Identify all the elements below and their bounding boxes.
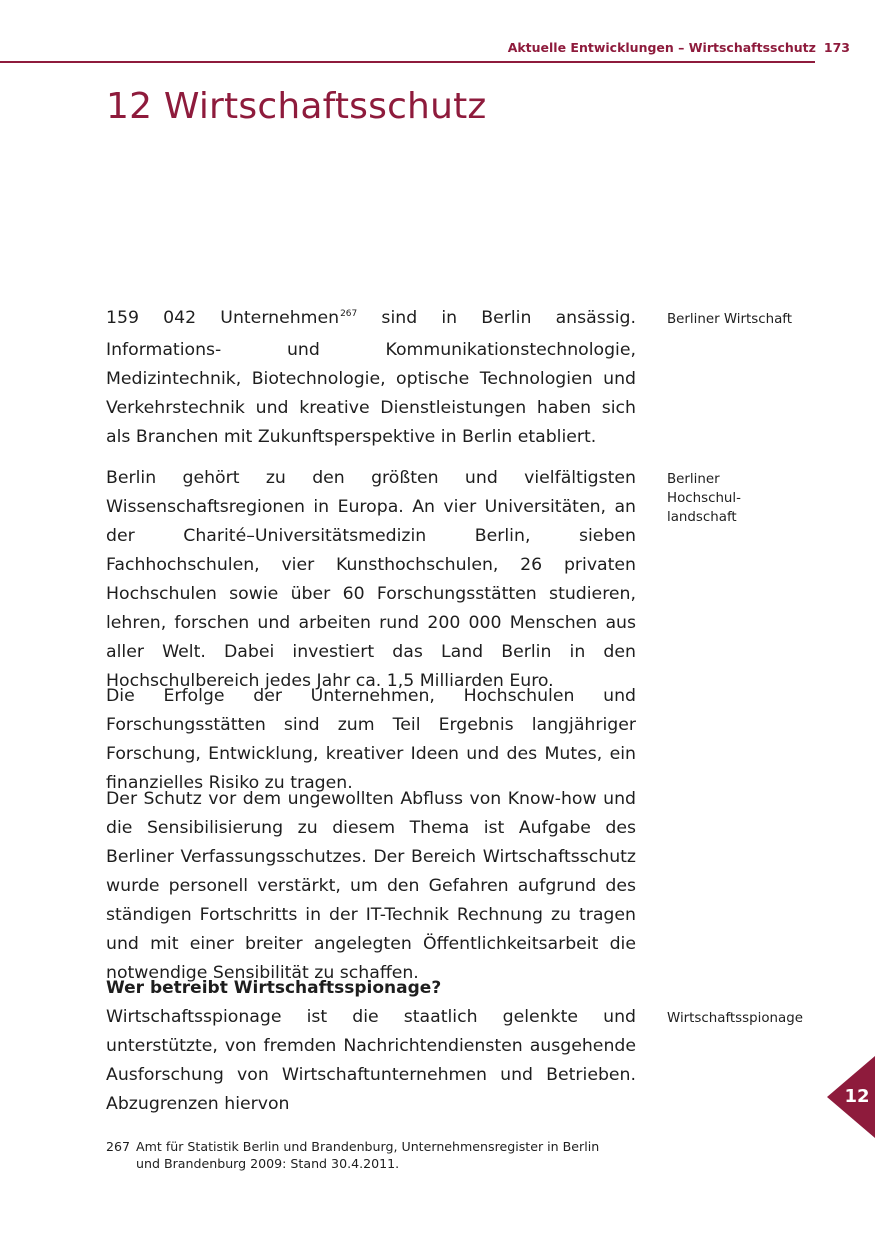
- chapter-title: 12 Wirtschaftsschutz: [106, 86, 487, 127]
- running-title: Aktuelle Entwicklungen – Wirtschaftsschutz: [507, 40, 816, 55]
- paragraph-hochschullandschaft: Berlin gehört zu den größten und vielfältigsten Wissenschaftsregionen in Europa. An vier Universitäten, an der Charité–Universitätsmedizin Berlin, sieben Fachhochschulen, vier Kunsthochschulen, 26 privaten Hochschulen sowie über 60 Forschungsstätten studieren, lehren, forschen und arbeiten rund 200 000 Menschen aus aller Welt. Dabei investiert das Land Berlin in den Hochschulbereich jedes Jahr ca. 1,5 Milliarden Euro.: [106, 468, 636, 691]
- p1-text-end: sind in Berlin ansässig. Informations- und Kommunikationstechnologie, Medizintechnik, Biotechnologie, optische Technologien und Verkehrstechnik und kreative Dienstleistungen haben sich als Branchen mit Zukunftsperspektive in Berlin etabliert.: [106, 308, 636, 447]
- marginal-note-hochschullandschaft: Berliner Hochschul-landschaft: [667, 472, 741, 525]
- paragraph-erfolge: Die Erfolge der Unternehmen, Hochschulen und Forschungsstätten sind zum Teil Ergebnis langjähriger Forschung, Entwicklung, kreativer Ideen und des Mutes, ein finanzielles Risiko zu tragen.: [106, 686, 636, 793]
- p1-text-start: 159 042 Unternehmen: [106, 308, 340, 328]
- header-rule: [0, 61, 815, 63]
- marginal-note-wirtschaftsspionage: Wirtschaftsspionage: [667, 1011, 803, 1026]
- subheading-wirtschaftsspionage: Wer betreibt Wirtschaftsspionage?: [106, 978, 442, 998]
- chapter-tab-number: 12: [844, 1086, 870, 1107]
- paragraph-wirtschaftsspionage: Wirtschaftsspionage ist die staatlich gelenkte und unterstützte, von fremden Nachrichtendiensten ausgehende Ausforschung von Wirtschaftunternehmen und Betrieben. Abzugrenzen hiervon: [106, 1007, 636, 1114]
- paragraph-schutz: Der Schutz vor dem ungewollten Abfluss von Know-how und die Sensibilisierung zu diesem Thema ist Aufgabe des Berliner Verfassungsschutzes. Der Bereich Wirtschaftsschutz wurde personell verstärkt, um den Gefahren aufgrund des ständigen Fortschritts in der IT-Technik Rechnung zu tragen und mit einer breiter angelegten Öffentlichkeitsarbeit die notwendige Sensibilität zu schaffen.: [106, 789, 636, 983]
- running-header: [508, 40, 850, 55]
- paragraph-berliner-wirtschaft: [106, 304, 636, 452]
- footnote-number: 267: [106, 1139, 131, 1154]
- footnote-text: Amt für Statistik Berlin und Brandenburg, Unternehmensregister in Berlin und Brandenburg 2009: Stand 30.4.2011.: [136, 1139, 600, 1171]
- footnote-reference: 267: [340, 309, 358, 319]
- page-number: 173: [823, 40, 850, 55]
- footnote: [106, 1138, 626, 1172]
- marginal-note-wirtschaft: Berliner Wirtschaft: [667, 312, 793, 327]
